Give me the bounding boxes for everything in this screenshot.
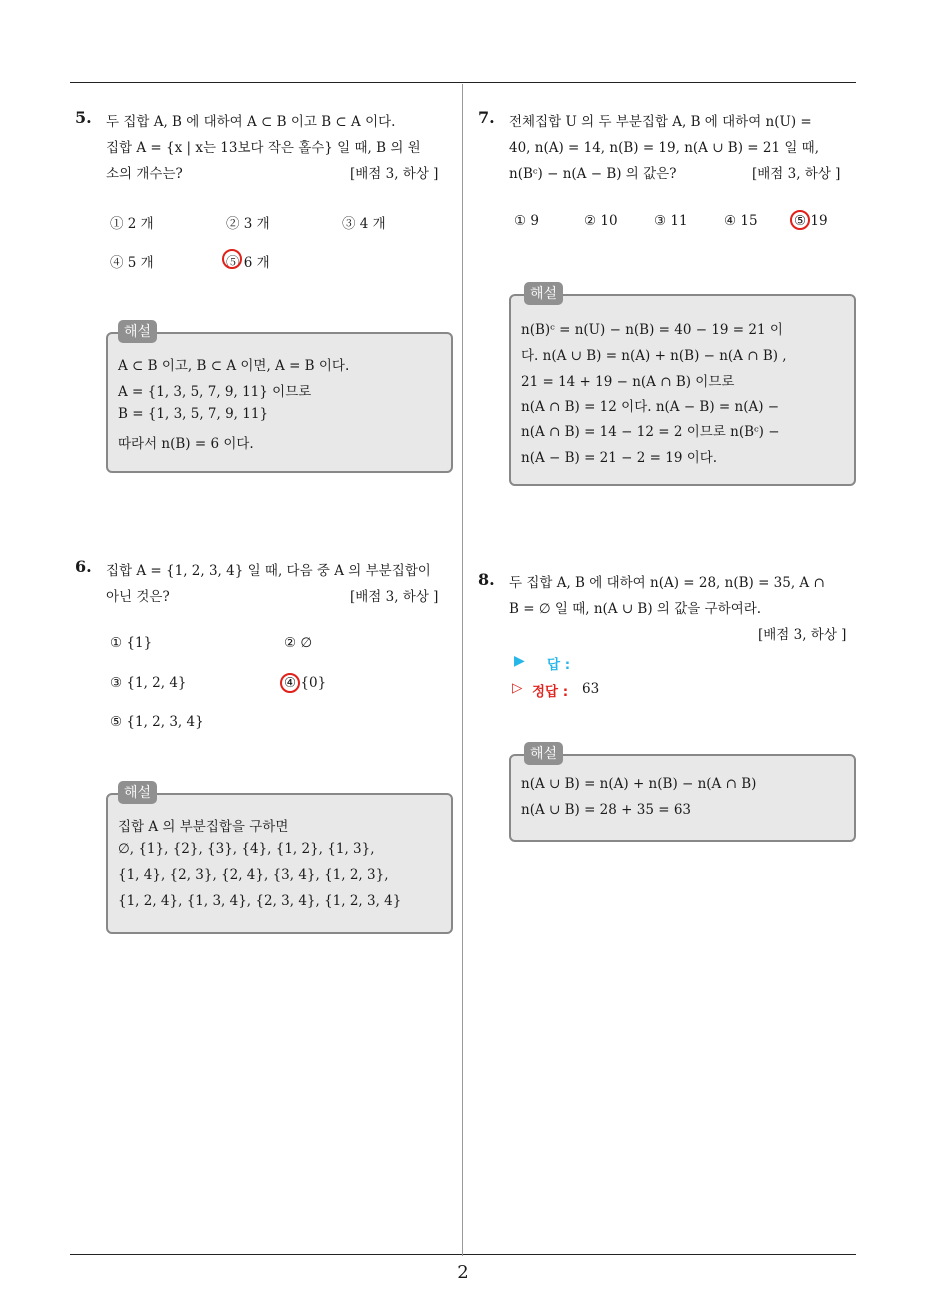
correct-answer-value: 63 xyxy=(582,681,600,697)
explanation-text: B = {1, 3, 5, 7, 9, 11} xyxy=(118,406,269,422)
option-3[interactable]: ③ {1, 2, 4} xyxy=(110,675,187,691)
explanation-tag: 해설 xyxy=(524,742,563,765)
explanation-text: n(A ∪ B) = 28 + 35 = 63 xyxy=(521,802,692,818)
explanation-text: n(B)ᶜ = n(U) − n(B) = 40 − 19 = 21 이 xyxy=(521,322,783,338)
option-4[interactable]: ④ 15 xyxy=(724,213,758,229)
question-number: 8. xyxy=(478,570,495,589)
bottom-rule xyxy=(70,1254,856,1255)
option-1[interactable]: ① 2 개 xyxy=(110,216,154,232)
question-text: 전체집합 U 의 두 부분집합 A, B 에 대하여 n(U) = xyxy=(509,114,812,130)
option-5[interactable]: ⑤ 6 개 xyxy=(226,255,270,271)
explanation-text: ∅, {1}, {2}, {3}, {4}, {1, 2}, {1, 3}, xyxy=(118,841,375,857)
explanation-tag: 해설 xyxy=(524,282,563,305)
option-4[interactable]: ④ {0} xyxy=(284,675,327,691)
option-5[interactable]: ⑤ 19 xyxy=(794,213,828,229)
top-rule xyxy=(70,82,856,83)
option-3[interactable]: ③ 4 개 xyxy=(342,216,386,232)
question-text: 소의 개수는? xyxy=(106,166,183,182)
option-3[interactable]: ③ 11 xyxy=(654,213,688,229)
explanation-text: n(A − B) = 21 − 2 = 19 이다. xyxy=(521,450,718,466)
explanation-text: 집합 A 의 부분집합을 구하면 xyxy=(118,819,289,835)
option-2[interactable]: ② 3 개 xyxy=(226,216,270,232)
answer-mark-circle xyxy=(222,249,242,269)
explanation-text: n(A ∪ B) = n(A) + n(B) − n(A ∩ B) xyxy=(521,776,757,792)
score-tag: [배점 3, 하상 ] xyxy=(758,627,847,643)
question-text: 두 집합 A, B 에 대하여 n(A) = 28, n(B) = 35, A ∩ xyxy=(509,575,825,591)
answer-label[interactable]: 답 : xyxy=(547,657,571,673)
explanation-text: {1, 2, 4}, {1, 3, 4}, {2, 3, 4}, {1, 2, 3, 4} xyxy=(118,893,402,909)
option-5[interactable]: ⑤ {1, 2, 3, 4} xyxy=(110,714,204,730)
score-tag: [배점 3, 하상 ] xyxy=(350,166,439,182)
question-number: 6. xyxy=(75,557,92,576)
option-4[interactable]: ④ 5 개 xyxy=(110,255,154,271)
question-text: 두 집합 A, B 에 대하여 A ⊂ B 이고 B ⊂ A 이다. xyxy=(106,114,396,130)
explanation-text: 다. n(A ∪ B) = n(A) + n(B) − n(A ∩ B) , xyxy=(521,348,787,364)
explanation-text: {1, 4}, {2, 3}, {2, 4}, {3, 4}, {1, 2, 3}, xyxy=(118,867,389,883)
explanation-tag: 해설 xyxy=(118,320,157,343)
option-1[interactable]: ① {1} xyxy=(110,635,153,651)
question-text: B = ∅ 일 때, n(A ∪ B) 의 값을 구하여라. xyxy=(509,601,762,617)
explanation-text: 따라서 n(B) = 6 이다. xyxy=(118,436,254,452)
question-text: 집합 A = {x | x는 13보다 작은 홀수} 일 때, B 의 원 xyxy=(106,140,421,156)
question-text: 집합 A = {1, 2, 3, 4} 일 때, 다음 중 A 의 부분집합이 xyxy=(106,563,431,579)
column-divider xyxy=(462,84,463,1256)
explanation-text: n(A ∩ B) = 12 이다. n(A − B) = n(A) − xyxy=(521,399,780,415)
correct-answer-label: 정답 : xyxy=(532,684,569,700)
explanation-text: n(A ∩ B) = 14 − 12 = 2 이므로 n(Bᶜ) − xyxy=(521,424,780,440)
question-text: 40, n(A) = 14, n(B) = 19, n(A ∪ B) = 21 일 때, xyxy=(509,140,820,156)
correct-arrow-icon: ▷ xyxy=(512,680,523,696)
score-tag: [배점 3, 하상 ] xyxy=(752,166,841,182)
question-text: 아닌 것은? xyxy=(106,589,170,605)
explanation-text: A = {1, 3, 5, 7, 9, 11} 이므로 xyxy=(118,384,312,400)
explanation-text: 21 = 14 + 19 − n(A ∩ B) 이므로 xyxy=(521,374,735,390)
page-number: 2 xyxy=(457,1262,469,1283)
question-number: 7. xyxy=(478,108,495,127)
option-1[interactable]: ① 9 xyxy=(514,213,539,229)
answer-arrow-icon: ▶ xyxy=(514,653,525,669)
option-2[interactable]: ② ∅ xyxy=(284,635,313,651)
explanation-tag: 해설 xyxy=(118,781,157,804)
option-2[interactable]: ② 10 xyxy=(584,213,618,229)
score-tag: [배점 3, 하상 ] xyxy=(350,589,439,605)
question-text: n(Bᶜ) − n(A − B) 의 값은? xyxy=(509,166,677,182)
answer-mark-circle xyxy=(280,673,300,693)
explanation-text: A ⊂ B 이고, B ⊂ A 이면, A = B 이다. xyxy=(118,358,350,374)
explanation-box xyxy=(509,754,856,842)
question-number: 5. xyxy=(75,108,92,127)
answer-mark-circle xyxy=(790,210,810,230)
